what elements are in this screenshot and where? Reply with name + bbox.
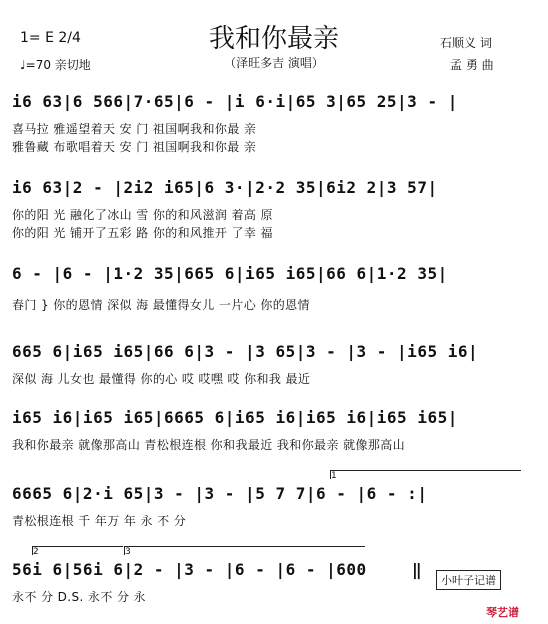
score-row-3 — [12, 264, 532, 324]
lyric-line: 青松根连根 千 年万 年 永 不 分 — [12, 514, 187, 528]
volta-bracket — [330, 470, 521, 479]
notation-line: 665 6|i65 i65|66 6|3 - |3 65|3 - |3 - |i65 i6| — [12, 342, 479, 361]
score-row-5 — [12, 408, 532, 458]
tempo-marking: ♩=70 亲切地 — [20, 58, 91, 72]
notation-line: i6 63|2 - |2i2 i65|6 3·|2·2 35|6i2 2|3 57| — [12, 178, 438, 197]
lyric-line: 深似 海 儿女也 最懂得 你的心 哎 哎嘿 哎 你和我 最近 — [12, 372, 311, 386]
song-subtitle: （泽旺多吉 演唱） — [224, 56, 324, 70]
notation-line: 56i 6|56i 6|2 - |3 - |6 - |6 - |600 — [12, 560, 367, 579]
key-signature: 1= E 2/4 — [20, 30, 81, 46]
volta-bracket — [124, 546, 365, 555]
site-logo: 琴艺谱 — [486, 606, 519, 619]
volta-bracket — [32, 546, 123, 555]
lyricist-credit: 石顺义 词 — [440, 36, 492, 50]
score-row-4 — [12, 342, 532, 392]
volta-number: 3 — [125, 547, 131, 557]
lyric-verse-2: 雅鲁藏 布歌唱着天 安 门 祖国啊我和你最 亲 — [12, 140, 257, 154]
lyric-line: 永不 分 D.S. 永不 分 永 — [12, 590, 146, 604]
lyric-line: 春门 } 你的恩情 深似 海 最懂得女儿 一片心 你的恩情 — [12, 298, 310, 312]
score-row-2 — [12, 178, 532, 248]
composer-credit: 孟 勇 曲 — [450, 58, 494, 72]
song-title: 我和你最亲 — [208, 24, 339, 54]
lyric-line: 我和你最亲 就像那高山 青松根连根 你和我最近 我和你最亲 就像那高山 — [12, 438, 406, 452]
volta-number: 2 — [33, 547, 39, 557]
notation-line: i6 63|6 566|7·65|6 - |i 6·i|65 3|65 25|3 - | — [12, 92, 458, 111]
final-barline: ‖ — [412, 560, 422, 579]
lyric-verse-1: 你的阳 光 融化了冰山 雪 你的和风滋润 着高 原 — [12, 208, 273, 222]
volta-number: 1 — [331, 471, 337, 481]
notation-line: 6 - |6 - |1·2 35|665 6|i65 i65|66 6|1·2 35| — [12, 264, 448, 283]
notation-line: 6665 6|2·i 65|3 - |3 - |5 7 7|6 - |6 - :| — [12, 484, 428, 503]
transcriber-stamp: 小叶子记谱 — [436, 570, 501, 590]
notation-line: i65 i6|i65 i65|6665 6|i65 i6|i65 i6|i65 i65| — [12, 408, 458, 427]
lyric-verse-1: 喜马拉 雅遥望着天 安 门 祖国啊我和你最 亲 — [12, 122, 257, 136]
score-row-1 — [12, 92, 532, 162]
lyric-verse-2: 你的阳 光 铺开了五彩 路 你的和风推开 了幸 福 — [12, 226, 273, 240]
score-row-6 — [12, 471, 532, 534]
